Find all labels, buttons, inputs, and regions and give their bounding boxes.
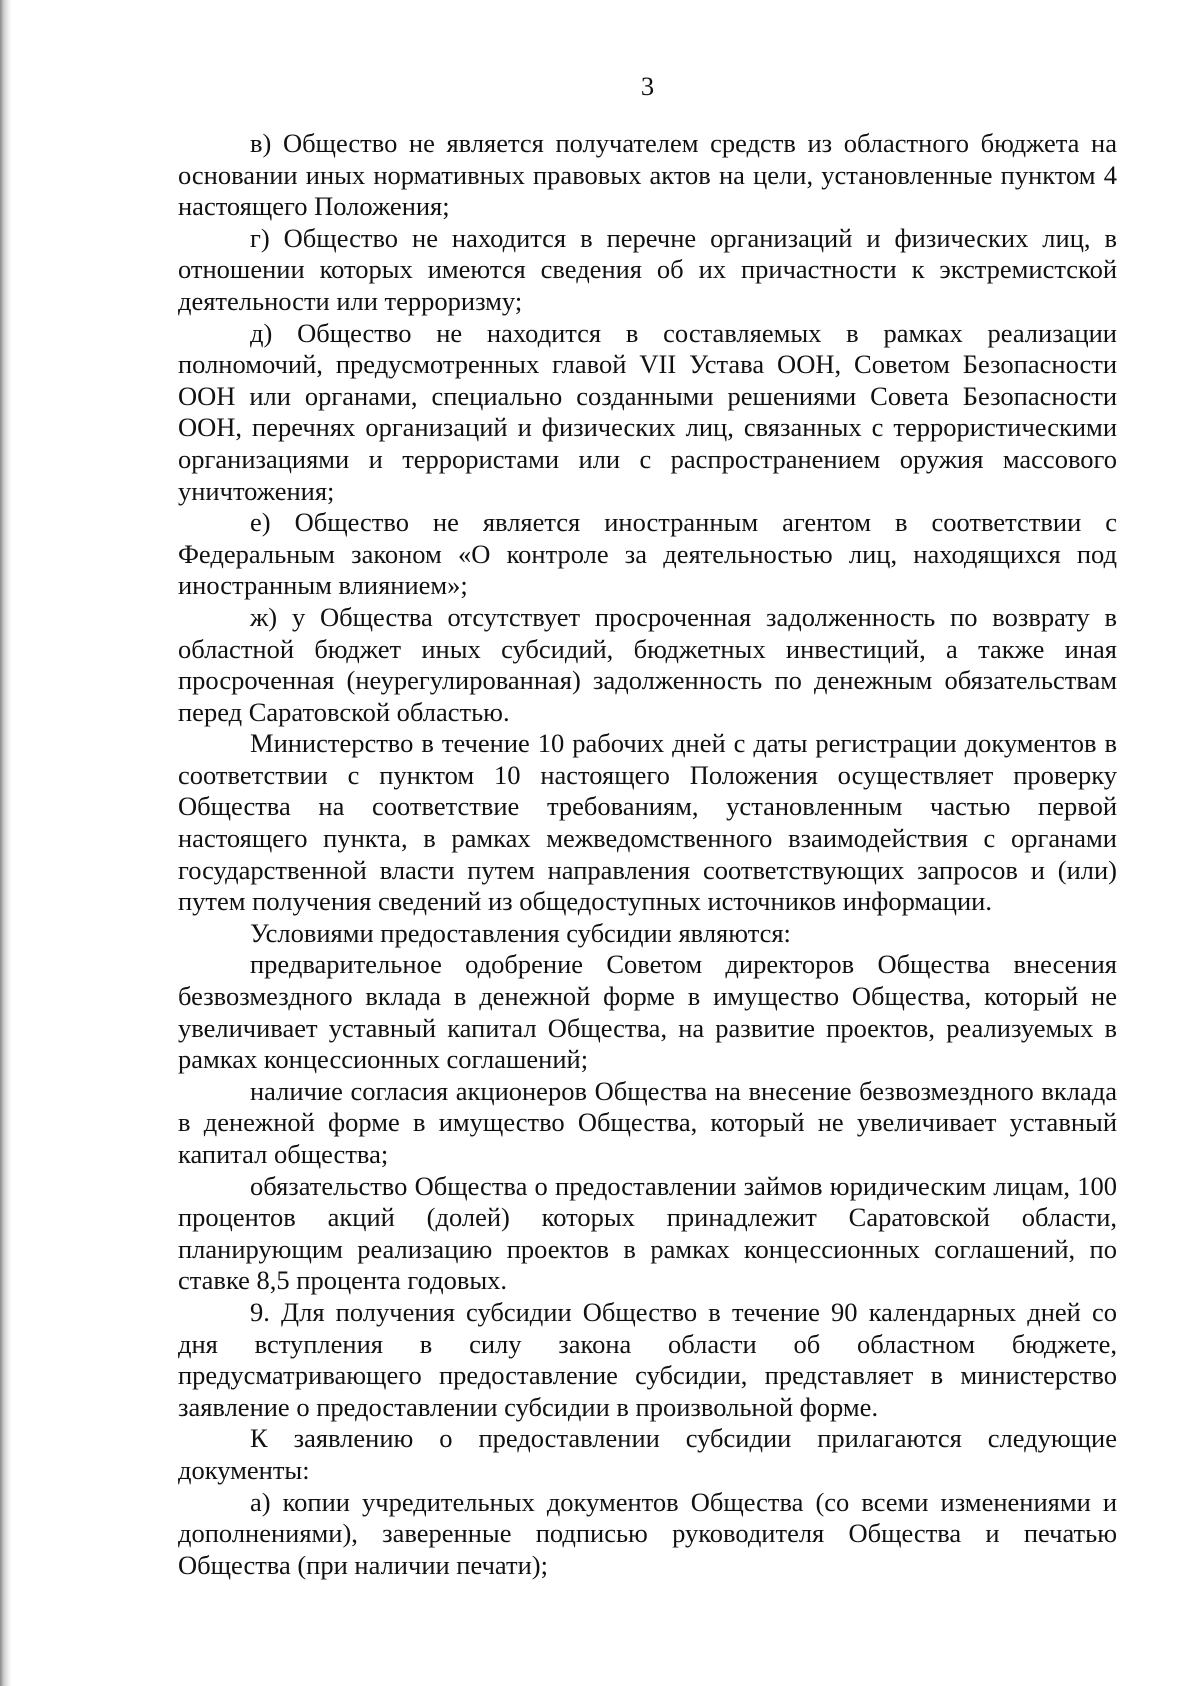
paragraph-zh-debt: ж) у Общества отсутствует просроченная задолженность по возврату в областной бюджет иных субсидий, бюджетных инвестиций, а также иная просроченная (неурегулированная) задолженность по денежным обязательствам перед Саратовской областью.	[178, 601, 1117, 727]
scan-edge-shadow	[0, 0, 12, 1686]
paragraph-ministry-check: Министерство в течение 10 рабочих дней с даты регистрации документов в соответствии с пунктом 10 настоящего Положения осуществляет проверку Общества на соответствие требованиям, установленным частью первой настоящего пункта, в рамках межведомственного взаимодействия с органами государственной власти путем направления соответствующих запросов и (или) путем получения сведений из общедоступных источников информации.	[178, 728, 1117, 917]
paragraph-loan-obligation: обязательство Общества о предоставлении займов юридическим лицам, 100 процентов акций (долей) которых принадлежит Саратовской области, планирующим реализацию проектов в рамках концессионных соглашений, по ставке 8,5 процента годовых.	[178, 1170, 1117, 1296]
paragraph-attachments-heading: К заявлению о предоставлении субсидии прилагаются следующие документы:	[178, 1423, 1117, 1485]
paragraph-conditions-heading: Условиями предоставления субсидии являются:	[250, 917, 791, 948]
page-number: 3	[640, 71, 655, 101]
paragraph-shareholder-consent: наличие согласия акционеров Общества на внесение безвозмездного вклада в денежной форме в имущество Общества, который не увеличивает уставный капитал общества;	[178, 1075, 1117, 1169]
paragraph-a-founding-documents: а) копии учредительных документов Общества (со всеми изменениями и дополнениями), заверенные подписью руководителя Общества и печатью Общества (при наличии печати);	[178, 1486, 1117, 1580]
paragraph-v-budget-funds: в) Общество не является получателем средств из областного бюджета на основании иных нормативных правовых актов на цели, установленные пунктом 4 настоящего Положения;	[178, 128, 1117, 222]
paragraph-e-foreign-agent: е) Общество не является иностранным агентом в соответствии с Федеральным законом «О контроле за деятельностью лиц, находящихся под иностранным влиянием»;	[178, 507, 1117, 601]
document-page	[178, 60, 1117, 1581]
paragraph-d-un-sanctions: д) Общество не находится в составляемых в рамках реализации полномочий, предусмотренных главой VII Устава ООН, Советом Безопасности ООН или органами, специально созданными решениями Совета Безопасности ООН, перечнях организаций и физических лиц, связанных с террористическими организациями и террористами или с распространением оружия массового уничтожения;	[178, 317, 1117, 506]
paragraph-g-extremism-list: г) Общество не находится в перечне организаций и физических лиц, в отношении которых имеются сведения об их причастности к экстремистской деятельности или терроризму;	[178, 222, 1117, 316]
document-body	[178, 128, 1117, 1581]
paragraph-9-application: 9. Для получения субсидии Общество в течение 90 календарных дней со дня вступления в силу закона области об областном бюджете, предусматривающего предоставление субсидии, представляет в министерство заявление о предоставлении субсидии в произвольной форме.	[178, 1296, 1117, 1422]
paragraph-board-approval: предварительное одобрение Советом директоров Общества внесения безвозмездного вклада в денежной форме в имущество Общества, который не увеличивает уставный капитал Общества, на развитие проектов, реализуемых в рамках концессионных соглашений;	[178, 949, 1117, 1075]
